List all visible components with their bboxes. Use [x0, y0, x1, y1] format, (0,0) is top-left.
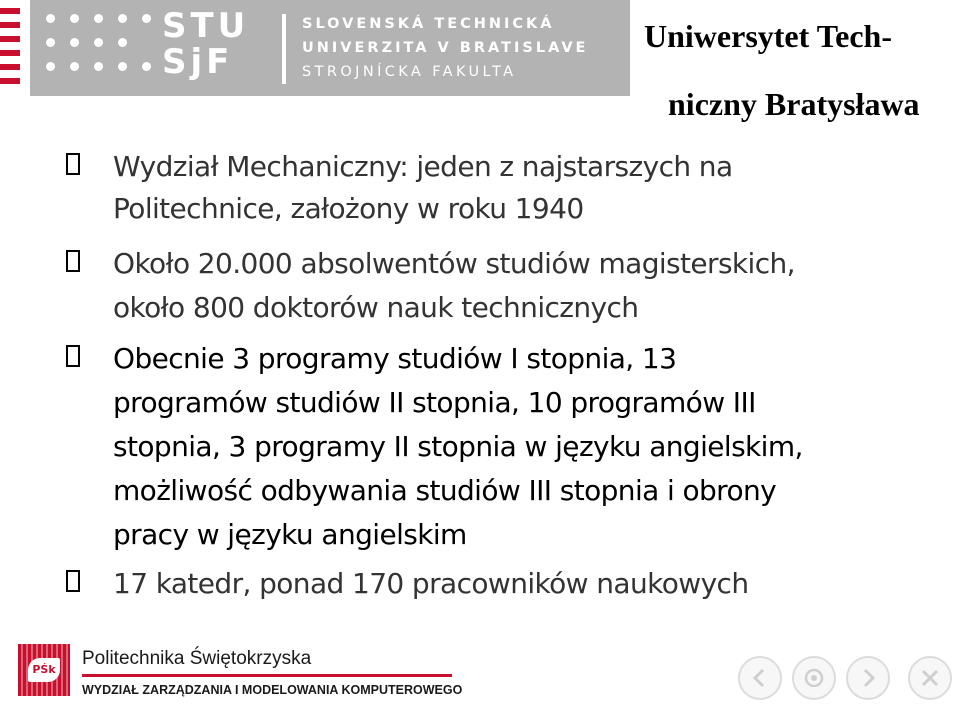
psk-logo-text: PŚk — [28, 658, 60, 682]
bullet-3-line-2: programów studiów II stopnia, 10 programów III — [113, 386, 756, 419]
previous-icon — [748, 666, 772, 690]
bullet-1-line-1: Wydział Mechaniczny: jeden z najstarszych na — [113, 150, 733, 183]
slide-title — [640, 2, 958, 138]
slide-title-line-1: Uniwersytet Tech- — [644, 18, 892, 54]
next-icon — [856, 666, 880, 690]
footer-divider — [82, 674, 452, 677]
bullet-item-3 — [113, 337, 943, 557]
bullet-item-2 — [113, 242, 943, 330]
logo-sjf-text: SjF — [162, 42, 234, 82]
psk-logo-icon — [18, 644, 70, 696]
home-icon — [802, 666, 826, 690]
home-slide-button[interactable] — [792, 656, 836, 700]
close-presentation-button[interactable] — [908, 656, 952, 700]
banner-divider — [282, 14, 286, 84]
dots-logo-icon — [46, 14, 156, 84]
banner-text — [302, 12, 588, 84]
banner-line-1: SLOVENSKÁ TECHNICKÁ — [302, 16, 555, 32]
bullet-2-line-1: Około 20.000 absolwentów studiów magisterskich, — [113, 247, 795, 280]
bullet-item-4 — [113, 562, 943, 606]
stu-sjf-banner — [30, 0, 630, 96]
close-icon — [918, 666, 942, 690]
bullet-icon — [66, 570, 90, 594]
banner-line-3: STROJNÍCKA FAKULTA — [302, 64, 517, 80]
banner-line-2: UNIVERZITA V BRATISLAVE — [302, 40, 589, 56]
slide-title-line-2: niczny Bratysława — [668, 86, 920, 122]
previous-slide-button[interactable] — [738, 656, 782, 700]
bullet-3-line-4: możliwość odbywania studiów III stopnia i obrony — [113, 474, 777, 507]
edge-stripes — [0, 0, 20, 96]
bullet-3-line-1: Obecnie 3 programy studiów I stopnia, 13 — [113, 342, 677, 375]
next-slide-button[interactable] — [846, 656, 890, 700]
bullet-3-line-3: stopnia, 3 programy II stopnia w języku angielskim, — [113, 430, 803, 463]
bullet-1-line-2: Politechnice, założony w roku 1940 — [113, 192, 584, 225]
bullet-icon — [66, 153, 90, 177]
bullet-icon — [66, 250, 90, 274]
footer-department: WYDZIAŁ ZARZĄDZANIA I MODELOWANIA KOMPUTEROWEGO — [82, 683, 463, 697]
bullet-4-line-1: 17 katedr, ponad 170 pracowników naukowych — [113, 567, 749, 600]
bullet-item-1 — [113, 146, 943, 230]
footer-university-name: Politechnika Świętokrzyska — [82, 648, 312, 669]
logo-stu-text: STU — [162, 6, 250, 46]
stu-logo — [162, 8, 249, 80]
bullet-2-line-2: około 800 doktorów nauk technicznych — [113, 291, 639, 324]
bullet-3-line-5: pracy w języku angielskim — [113, 518, 467, 551]
bullet-icon — [66, 345, 90, 369]
